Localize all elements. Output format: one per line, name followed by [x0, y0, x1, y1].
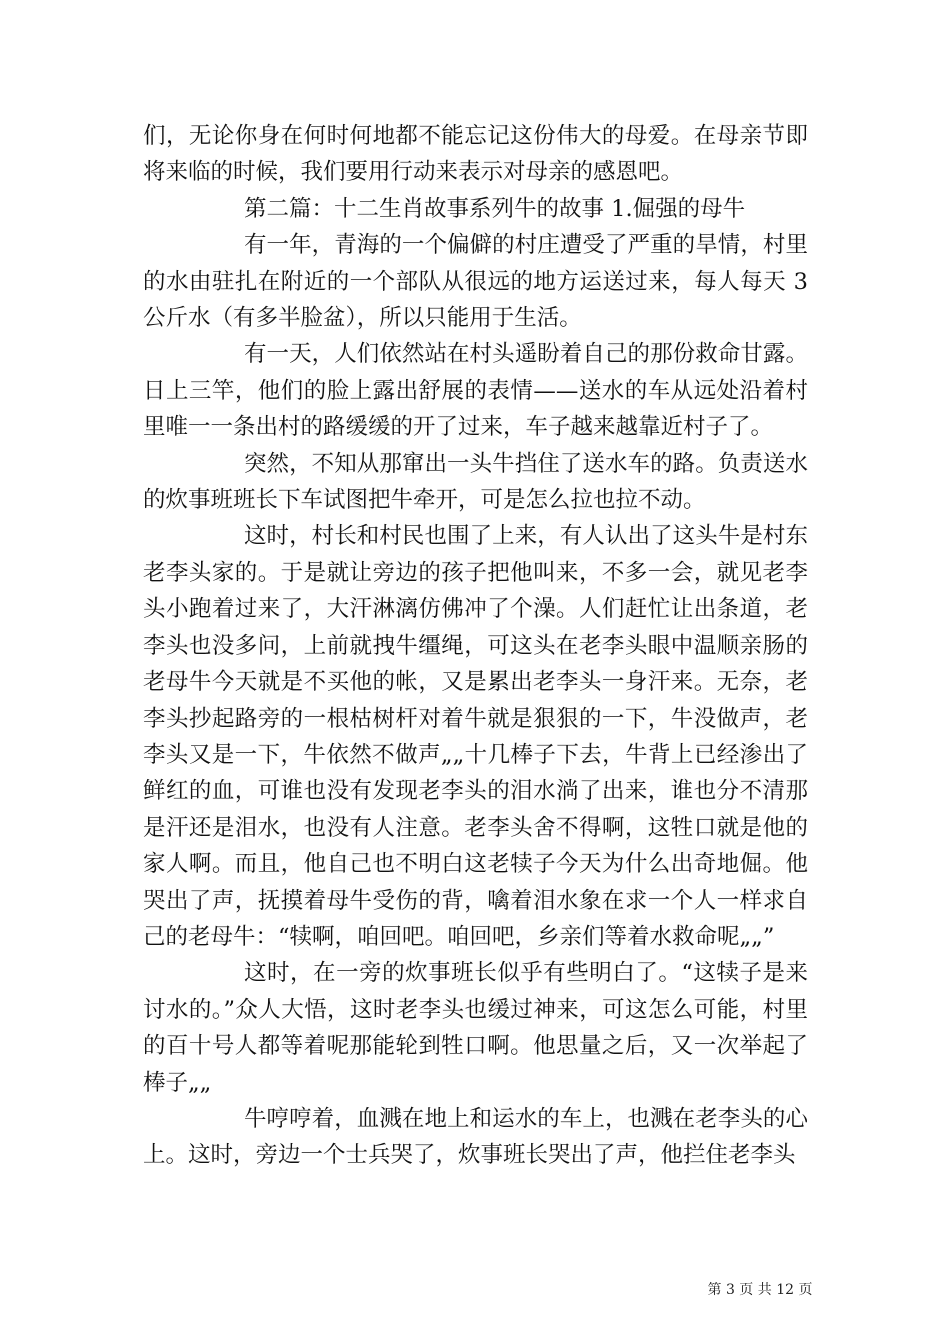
paragraph: 这时，村长和村民也围了上来，有人认出了这头牛是村东老李头家的。于是就让旁边的孩子把他叫来，不多一会，就见老李头小跑着过来了，大汗淋漓仿佛冲了个澡。人们赶忙让出条道，老李头也没多问，上前就拽牛缰绳，可这头在老李头眼中温顺亲肠的老母牛今天就是不买他的帐，又是累出老李头一身汗来。无奈，老李头抄起路旁的一根枯树杆对着牛就是狠狠的一下，牛没做声，老李头又是一下，牛依然不做声„„十几棒子下去，牛背上已经渗出了鲜红的血，可谁也没有发现老李头的泪水淌了出来，谁也分不清那是汗还是泪水，也没有人注意。老李头舍不得啊，这牲口就是他的家人啊。而且，他自己也不明白这老犊子今天为什么出奇地倔。他哭出了声，抚摸着母牛受伤的背，噙着泪水象在求一个人一样求自己的老母牛：“犊啊，咱回吧。咱回吧，乡亲们等着水救命呢„„” [143, 523, 808, 950]
document-page [143, 118, 808, 1174]
paragraph: 这时，在一旁的炊事班长似乎有些明白了。“这犊子是来讨水的。”众人大悟，这时老李头也缓过神来，可这怎么可能，村里的百十号人都等着呢那能轮到牲口啊。他思量之后，又一次举起了棒子„„ [143, 960, 808, 1096]
paragraph-continuation: 们，无论你身在何时何地都不能忘记这份伟大的母爱。在母亲节即将来临的时候，我们要用行动来表示对母亲的感恩吧。 [143, 123, 808, 186]
section-heading: 第二篇：十二生肖故事系列牛的故事 1.倔强的母牛 [244, 195, 746, 222]
paragraph: 牛哼哼着，血溅在地上和运水的车上，也溅在老李头的心上。这时，旁边一个士兵哭了，炊事班长哭出了声，他拦住老李头 [143, 1105, 808, 1169]
page-number: 第 3 页 共 12 页 [707, 1282, 813, 1298]
page-footer [0, 1279, 950, 1299]
paragraph: 有一年，青海的一个偏僻的村庄遭受了严重的旱情，村里的水由驻扎在附近的一个部队从很远的地方运送过来，每人每天 3 公斤水（有多半脸盆），所以只能用于生活。 [143, 232, 808, 332]
paragraph: 有一天，人们依然站在村头遥盼着自己的那份救命甘露。日上三竿，他们的脸上露出舒展的表情——送水的车从远处沿着村里唯一一条出村的路缓缓的开了过来，车子越来越靠近村子了。 [143, 341, 808, 441]
paragraph: 突然，不知从那窜出一头牛挡住了送水车的路。负责送水的炊事班班长下车试图把牛牵开，可是怎么拉也拉不动。 [143, 450, 808, 514]
